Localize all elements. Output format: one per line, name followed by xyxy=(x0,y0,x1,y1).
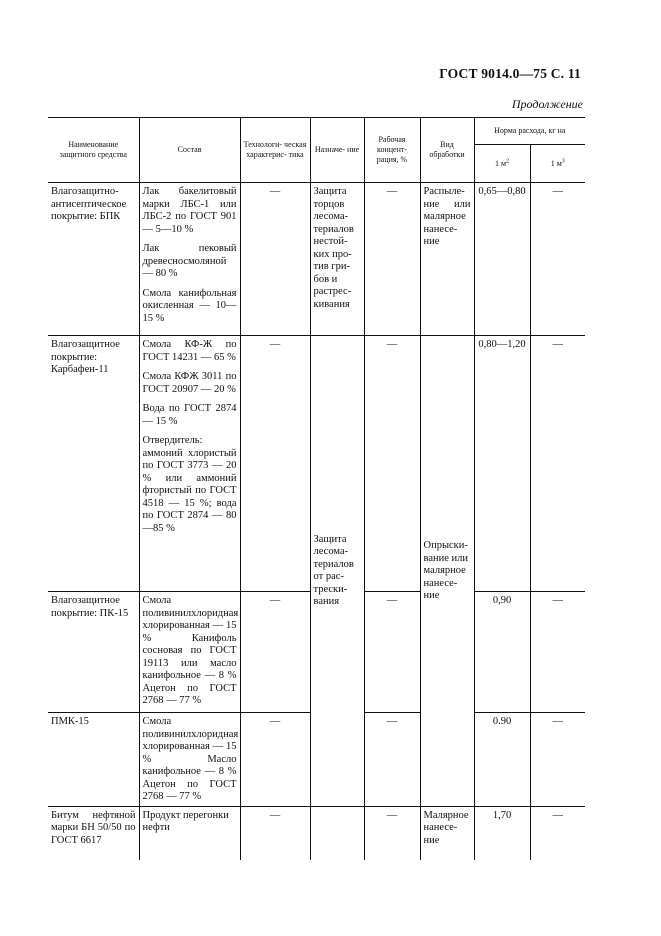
tech-value: — xyxy=(240,806,310,860)
purpose-value-shared: Защита лесома- териалов от рас- трески- вания xyxy=(310,336,364,807)
table-row xyxy=(48,336,585,592)
agent-composition: Лак бакелитовый марки ЛБС-1 или ЛБС-2 по ГОСТ 901 — 5—10 % Лак пековый древесносмоляной — 80 % Смола канифольная окисленная — 10—15 % xyxy=(139,183,240,336)
protective-agents-table xyxy=(48,117,585,860)
col-header-concentration: Рабочая концент- рация, % xyxy=(364,118,420,183)
agent-composition: Продукт перегонки нефти xyxy=(139,806,240,860)
tech-value: — xyxy=(240,592,310,713)
table-row xyxy=(48,183,585,336)
agent-name: Влагозащитное покрытие: Карбафен-11 xyxy=(48,336,139,592)
concentration-value: — xyxy=(364,592,420,713)
rate-m2-value: 0,65—0,80 xyxy=(474,183,530,336)
concentration-value: — xyxy=(364,336,420,592)
treatment-value: Малярное нанесе- ние xyxy=(420,806,474,860)
rate-m3-value: — xyxy=(552,186,563,197)
rate-m3-value: — xyxy=(530,806,585,860)
col-header-rate-m3: 1 $м^3$ xyxy=(530,145,585,183)
agent-composition: Смола поливинилхлоридная хлорированная — 15 % Канифоль сосновая по ГОСТ 19113 или масло канифольное — 8 % Ацетон по ГОСТ 2768 — 77 % xyxy=(139,592,240,713)
col-header-name: Наименование защитного средства xyxy=(48,118,139,183)
rate-m3-value: — xyxy=(530,592,585,713)
col-header-purpose: Назначе- ние xyxy=(310,118,364,183)
concentration-value: — xyxy=(364,806,420,860)
page-header xyxy=(0,0,661,120)
rate-m3-value: — xyxy=(530,336,585,592)
tech-value: — xyxy=(240,713,310,807)
rate-m2-value: 0,90 xyxy=(474,592,530,713)
col-header-rate-m2: 1 $м^2$ xyxy=(474,145,530,183)
treatment-value-shared: Опрыски- вание или малярное нанесе- ние xyxy=(420,336,474,807)
purpose-value-empty xyxy=(310,806,364,860)
agent-name: Битум нефтяной марки БН 50/50 по ГОСТ 6617 xyxy=(48,806,139,860)
col-header-treatment: Вид обработки xyxy=(420,118,474,183)
tech-value: — xyxy=(240,336,310,592)
agent-name: Влагозащитно- антисептическое покрытие: БПК xyxy=(48,183,139,336)
col-header-tech: Технологи- ческая характерис- тика xyxy=(240,118,310,183)
rate-m2-value: 0,80—1,20 xyxy=(474,336,530,592)
col-header-composition: Состав xyxy=(139,118,240,183)
concentration-value: — xyxy=(364,713,420,807)
tech-value: — xyxy=(240,183,310,336)
agent-composition: Смола поливинилхлоридная хлорированная — 15 % Масло канифольное — 8 % Ацетон по ГОСТ 2768 — 77 % xyxy=(139,713,240,807)
purpose-value: Защита торцов лесома- териалов нестой- ких про- тив гри- бов и растрес- кивания xyxy=(310,183,364,336)
rate-m3-value: — xyxy=(530,713,585,807)
agent-composition: Смола КФ-Ж по ГОСТ 14231 — 65 % Смола КФЖ 3011 по ГОСТ 20907 — 20 % Вода по ГОСТ 2874 — 15 % Отвердитель: аммоний хлористый по ГОСТ 3773 — 20 % или аммоний фтористый по ГОСТ 4518 — 15 %; вода по ГОСТ 2874 — 80—85 % xyxy=(139,336,240,592)
rate-m2-value: 1,70 xyxy=(474,806,530,860)
table-row xyxy=(48,806,585,860)
col-header-rate: Норма расхода, кг на xyxy=(474,118,585,145)
agent-name: ПМК-15 xyxy=(48,713,139,807)
rate-m2-value: 0.90 xyxy=(474,713,530,807)
continuation-label: Продолжение xyxy=(511,97,583,111)
treatment-value: Распыле- ние или малярное нанесе- ние xyxy=(420,183,474,336)
concentration-value: — xyxy=(364,183,420,336)
agent-name: Влагозащитное покрытие: ПК-15 xyxy=(48,592,139,713)
page-number: ГОСТ 9014.0—75 С. 11 xyxy=(439,66,581,81)
